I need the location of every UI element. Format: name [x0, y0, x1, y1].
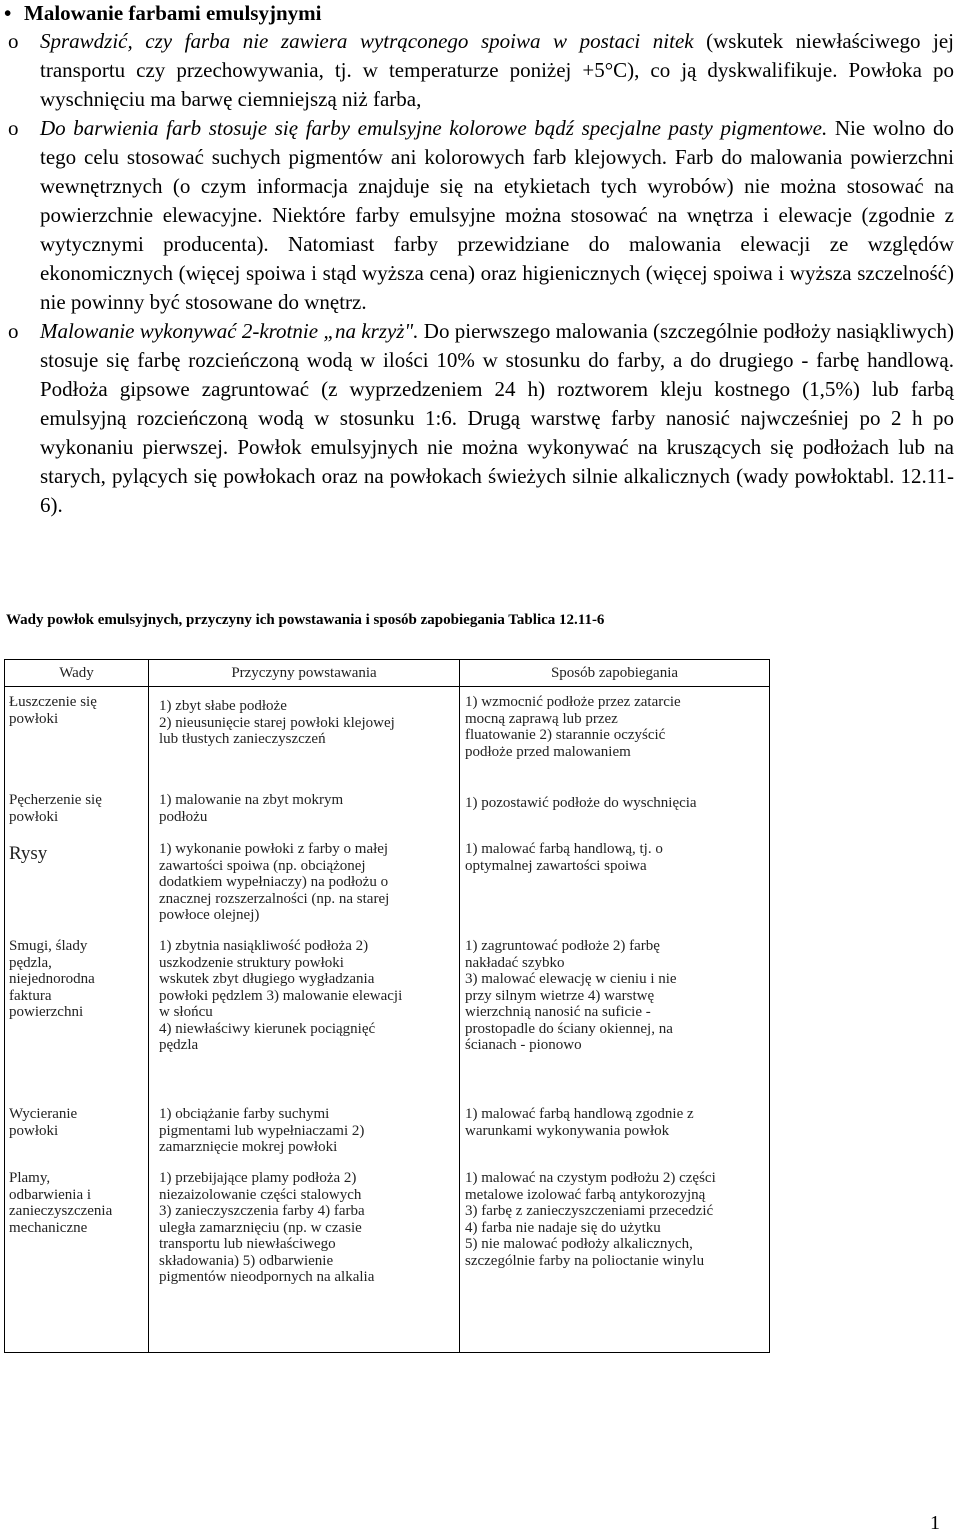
table-cell-defect: Smugi, ślady pędzla, niejednorodna faktura powierzchni: [9, 938, 95, 1020]
header-prevention: Sposób zapobiegania: [550, 665, 679, 681]
table-cell-cause: 1) obciążanie farby suchymi pigmentami lub wypełniaczami 2) zamarznięcie mokrej powłoki: [159, 1106, 365, 1155]
list-marker: o: [8, 29, 19, 53]
item-text: (wskutek niewłaściwego jej transportu czy przechowywania, tj. w temperaturze poniżej +5°C), co ją dyskwalifikuje. Powłoka po wyschnięciu ma barwę ciemniejszą niż farba,: [40, 29, 954, 111]
header-causes: Przyczyny powstawania: [231, 665, 377, 681]
table-cell-prevention: 1) malować farbą handlową, tj. o optymalnej zawartości spoiwa: [465, 841, 663, 874]
page-number: 1: [930, 1512, 940, 1534]
table-caption: Wady powłok emulsyjnych, przyczyny ich powstawania i sposób zapobiegania Tablica 12.11-6: [6, 612, 605, 628]
header-defects: Wady: [59, 665, 94, 681]
table-cell-cause: 1) wykonanie powłoki z farby o małej zawartości spoiwa (np. obciążonej dodatkiem wypełniaczy) na podłożu o znacznej rozszerzalności (np. na starej powłoce olejnej): [159, 841, 390, 923]
list-item: [8, 114, 954, 317]
table-cell-defect: Wycieranie powłoki: [9, 1106, 78, 1139]
list-item: [8, 27, 954, 114]
table-cell-cause: 1) przebijające plamy podłoża 2) niezaizolowanie części stalowych 3) zanieczyszczenia farby 4) farba uległa zamarznięciu (np. w czasie transportu lub niewłaściwego składowania) 5) odbarwienie pigmentów nieodpornych na alkalia: [159, 1170, 375, 1285]
table-cell-cause: 1) zbyt słabe podłoże 2) nieusunięcie starej powłoki klejowej lub tłustych zanieczyszczeń: [159, 698, 395, 747]
item-emphasis: Do barwienia farb stosuje się farby emulsyjne kolorowe bądź specjalne pasty pigmentowe.: [40, 116, 828, 140]
table-cell-prevention: 1) malować na czystym podłożu 2) części metalowe izolować farbą antykorozyjną 3) farbę z zanieczyszczeniami przecedzić 4) farba nie nadaje się do użytku 5) nie malować podłoży alkalicznych, szczególnie farby na polioctanie winylu: [465, 1170, 716, 1269]
column-divider: [459, 660, 460, 1352]
table-cell-prevention: 1) pozostawić podłoże do wyschnięcia: [465, 795, 697, 811]
table-cell-defect: Rysy: [9, 843, 48, 864]
instruction-list: [8, 27, 954, 520]
header-divider: [5, 686, 769, 687]
table-cell-prevention: 1) zagruntować podłoże 2) farbę nakładać szybko 3) malować elewację w cieniu i nie przy silnym wietrze 4) warstwę wierzchnią nanosić na suficie - prostopadle do ściany okiennej, na ścianach - pionowo: [465, 938, 677, 1053]
item-text: Do pierwszego malowania (szczególnie podłoży nasiąkliwych) stosuje się farbę rozcieńczoną wodą w ilości 10% w stosunku do farby, a do drugiego - farbę handlową. Podłoża gipsowe zagruntować (z wyprzedzeniem 24 h) roztworem kleju kostnego (1,5%) lub farbą emulsyjną rozcieńczoną wodą w stosunku 1:6. Drugą warstwę farby nanosić najwcześniej po 2 h po wykonaniu pierwszej. Powłok emulsyjnych nie można wykonywać na kruszących się podłożach lub na starych, pylących się powłokach oraz na powłokach świeżych silnie alkalicznych (wady powłoktabl. 12.11-6).: [40, 319, 954, 517]
section-heading: [4, 0, 944, 26]
list-marker: o: [8, 116, 19, 140]
table-cell-prevention: 1) wzmocnić podłoże przez zatarcie mocną zaprawą lub przez fluatowanie 2) starannie oczyścić podłoże przed malowaniem: [465, 694, 681, 760]
item-emphasis: Malowanie wykonywać 2-krotnie „na krzyż".: [40, 319, 419, 343]
table-cell-defect: Pęcherzenie się powłoki: [9, 792, 102, 825]
item-text: Nie wolno do tego celu stosować suchych pigmentów ani kolorowych farb klejowych. Farb do malowania powierzchni wewnętrznych (o czym informacja znajduje się na etykietach tych wyrobów) nie można stosować na powierzchnie elewacyjne. Niektóre farby emulsyjne można stosować na wnętrza i elewacje (zgodnie z wytycznymi producenta). Natomiast farby przewidziane do malowania elewacji ze względów ekonomicznych (więcej spoiwa i stąd wyższa cena) oraz higienicznych (więcej spoiwa i wyższa szczelność) nie powinny być stosowane do wnętrz.: [40, 116, 954, 314]
list-marker: o: [8, 319, 19, 343]
table-cell-defect: Łuszczenie się powłoki: [9, 694, 97, 727]
table-cell-prevention: 1) malować farbą handlową zgodnie z warunkami wykonywania powłok: [465, 1106, 694, 1139]
section-title: Malowanie farbami emulsyjnymi: [24, 1, 322, 25]
list-item: [8, 317, 954, 520]
bullet-icon: •: [4, 1, 12, 25]
table-cell-cause: 1) malowanie na zbyt mokrym podłożu: [159, 792, 344, 825]
column-divider: [148, 660, 149, 1352]
item-emphasis: Sprawdzić, czy farba nie zawiera wytrąconego spoiwa w postaci nitek: [40, 29, 694, 53]
table-cell-defect: Plamy, odbarwienia i zanieczyszczenia mechaniczne: [9, 1170, 113, 1236]
defects-table: [4, 659, 770, 1353]
table-cell-cause: 1) zbytnia nasiąkliwość podłoża 2) uszkodzenie struktury powłoki wskutek zbyt długiego wygładzania powłoki pędzlem 3) malowanie elewacji w słońcu 4) niewłaściwy kierunek pociągnięć pędzla: [159, 938, 403, 1053]
